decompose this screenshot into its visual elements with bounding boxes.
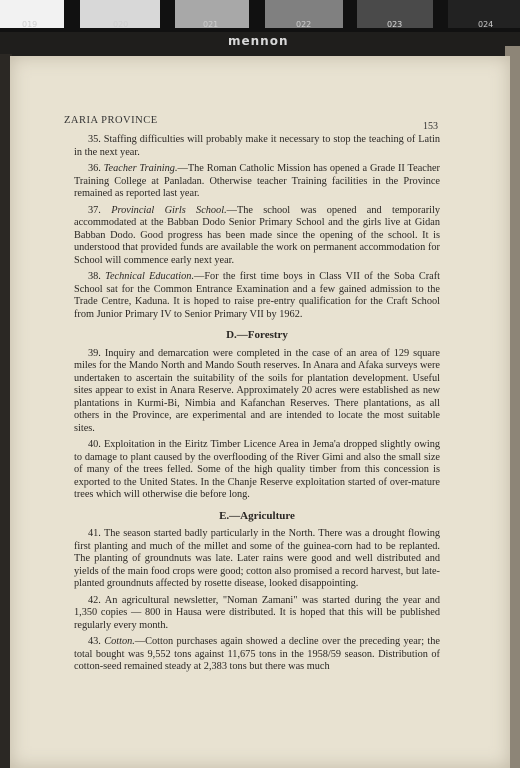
paragraph-39: 39. Inquiry and demarcation were completed in the case of an area of 129 square miles for the Mando North and Mando South reserves. In Anara and Afaka surveys were undertaken to ascertain the suitability of the soils for plantation development. Useful sites appear to exist in Anara Reserve. Approximately 20 acres were established as new plantations in Kurmi-Bi, Nimbia and Kafanchan Reserves. There plantations, as all others in the Province, are experimental and are intended to locate the most suitable sites. [74, 347, 440, 434]
paragraph-40: 40. Exploitation in the Eiritz Timber Licence Area in Jema'a dropped slightly owing to damage to plant caused by the overflooding of the River Gimi and also the small size of many of the trees felled. Some of the high quality timber from this concession is exported to the United States. In the Chanje Reserve exploitation started of over-mature trees which will otherwise die before long. [74, 439, 440, 500]
brand-logo: mennon [228, 34, 289, 48]
paragraph-43 [74, 636, 440, 674]
paragraph-35: 35. Staffing difficulties will probably make it necessary to stop the teaching of Latin in the next year. [74, 134, 440, 158]
swatch-label: 023 [387, 20, 403, 29]
paragraph-text: —The school was opened and temporarily accommodated at the Babban Dodo Senior Primary School and the girls live at Gidan Babban Dodo. Good progress has been made since the opening of the school. It is understood that provided funds are available the work on permanent accommodation for School will commence early next year. [74, 204, 440, 266]
section-title: Teacher Training. [103, 163, 178, 174]
swatch-label: 024 [478, 20, 494, 29]
color-calibration-bar [0, 0, 520, 32]
section-title: Technical Education. [105, 271, 195, 282]
paragraph-36 [74, 163, 440, 201]
paragraph-38 [74, 271, 440, 321]
swatch-label: 022 [296, 20, 312, 29]
swatch-label: 019 [22, 20, 38, 29]
swatch-label: 020 [113, 20, 129, 29]
section-title: Cotton. [104, 636, 135, 647]
paragraph-text: —The Roman Catholic Mission has opened a Grade II Teacher Training College at Panladan. Otherwise teacher Training facilities in the Province remained as reported last year. [74, 163, 440, 199]
paragraph-number: 37. [88, 204, 101, 216]
heading-forestry: D.—Forestry [226, 329, 288, 341]
body-text [74, 134, 440, 678]
swatch-label: 021 [203, 20, 219, 29]
paragraph-text: —For the first time boys in Class VII of the Soba Craft School sat for the Common Entrance Examination and a few gained admission to the Trade Centre, Kaduna. It is hoped to raise pre-entry qualification for the Craft School from Junior Primary IV to Senior Primary VII by 1962. [74, 271, 440, 320]
paragraph-42: 42. An agricultural newsletter, "Noman Zamani" was started during the year and 1,350 copies — 800 in Hausa were distributed. It is hoped that this will be published regularly every month. [74, 594, 440, 631]
running-header: ZARIA PROVINCE [64, 115, 158, 126]
paragraph-37 [74, 205, 440, 268]
section-title: Provincial Girls School. [111, 204, 227, 216]
page-number: 153 [423, 121, 438, 132]
paragraph-number: 36. [88, 163, 101, 174]
paragraph-number: 43. [88, 636, 101, 647]
paragraph-text: —Cotton purchases again showed a decline over the preceding year; the total bought was 9,552 tons against 11,675 tons in the 1958/59 season. Distribution of cotton-seed remained steady at 2,383 tons but there was much [74, 636, 440, 672]
paragraph-41: 41. The season started badly particularly in the North. There was a drought flowing first planting and much of the millet and some of the guinea-corn had to be replanted. The planting of groundnuts was late. Later rains were good and well distributed and yields of the main food crops were good; cotton also promised a record harvest, but late-planted groundnuts affected by rosette disease, looked disappointing. [74, 528, 440, 589]
paragraph-number: 38. [88, 271, 101, 282]
heading-agriculture: E.—Agriculture [219, 509, 295, 522]
